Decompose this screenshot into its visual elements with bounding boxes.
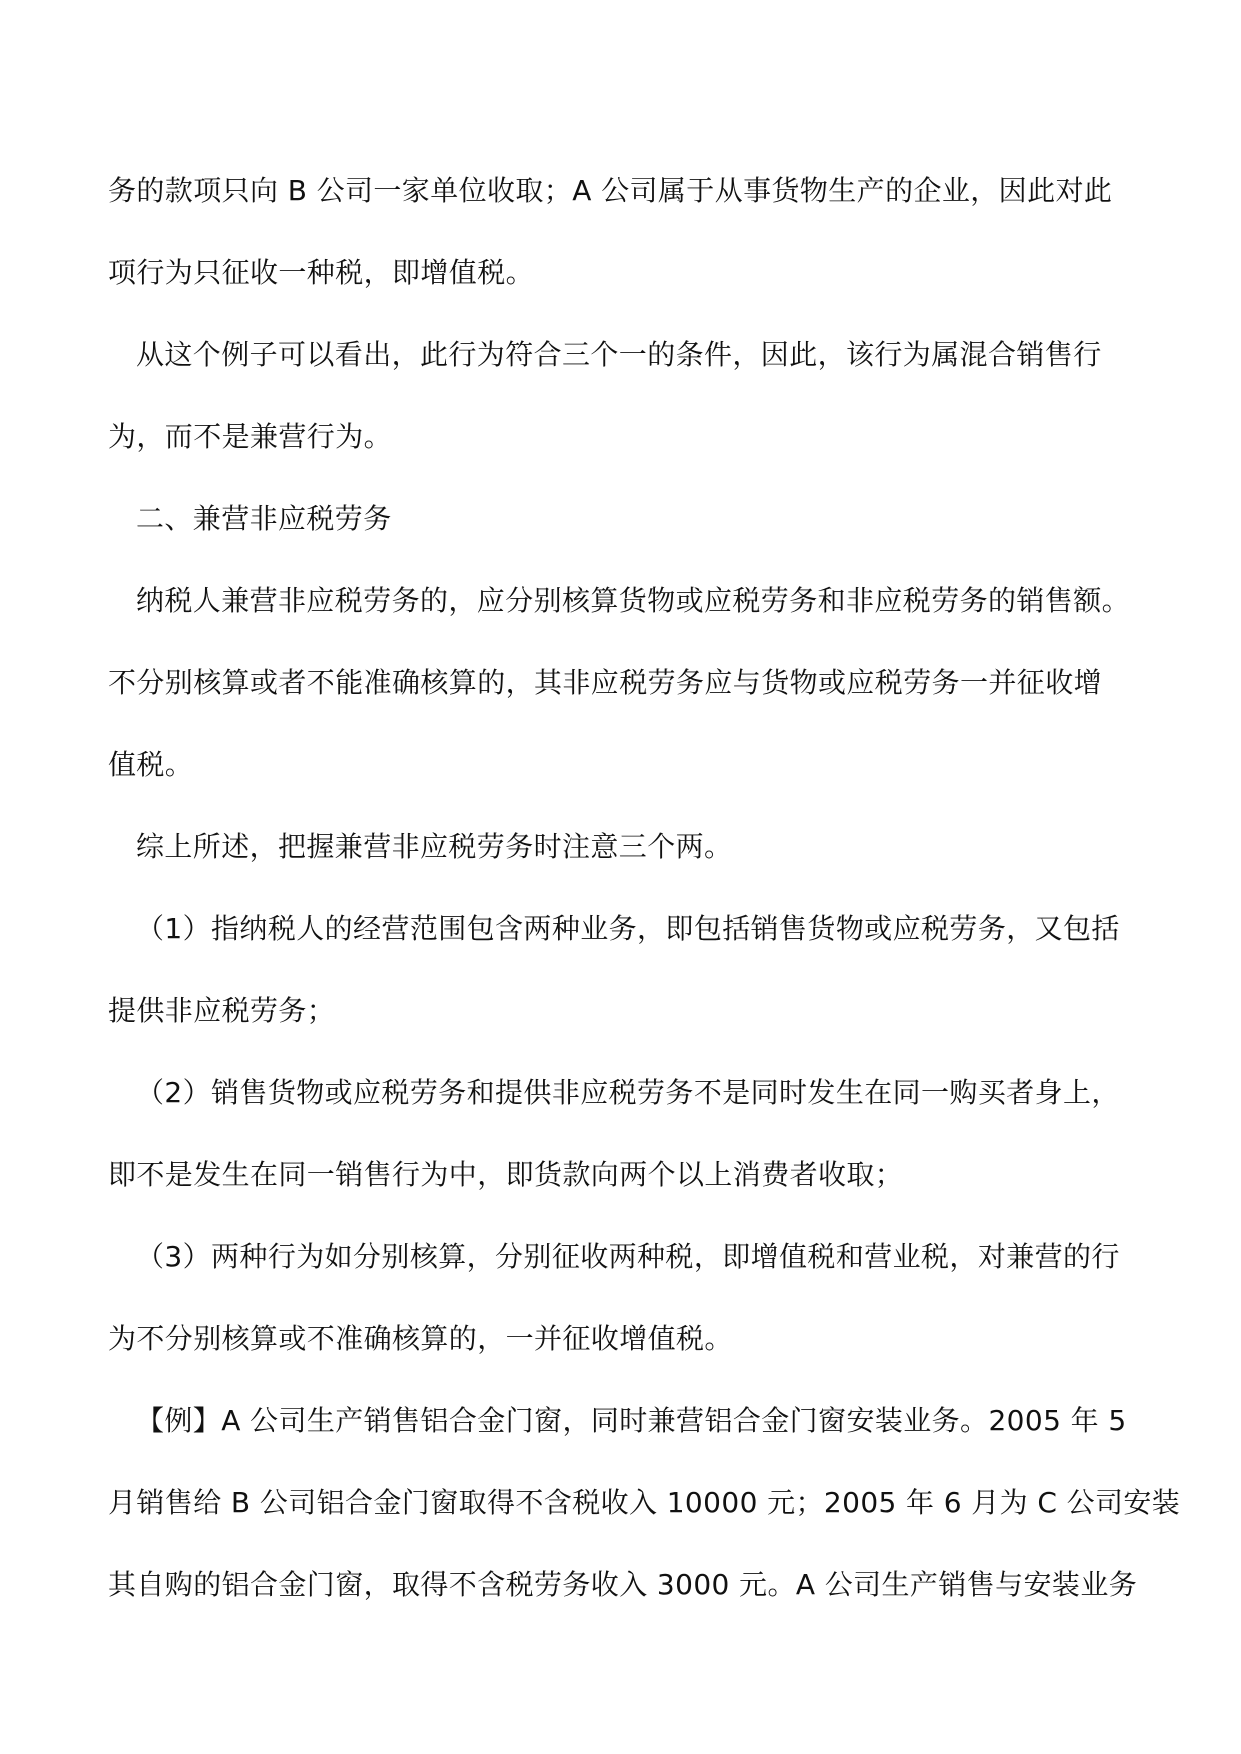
list-item: （2）销售货物或应税劳务和提供非应税劳务不是同时发生在同一购买者身上， xyxy=(136,1076,1120,1109)
text-line: 为，而不是兼营行为。 xyxy=(108,420,393,453)
text-line: 务的款项只向 B 公司一家单位收取；A 公司属于从事货物生产的企业，因此对此 xyxy=(108,174,1113,207)
list-item: （3）两种行为如分别核算，分别征收两种税，即增值税和营业税，对兼营的行 xyxy=(136,1240,1120,1273)
text-line: 月销售给 B 公司铝合金门窗取得不含税收入 10000 元；2005 年 6 月为 C 公司安装 xyxy=(108,1486,1181,1519)
text-line: 不分别核算或者不能准确核算的，其非应税劳务应与货物或应税劳务一并征收增 xyxy=(108,666,1103,699)
text-line: 从这个例子可以看出，此行为符合三个一的条件，因此，该行为属混合销售行 xyxy=(136,338,1102,371)
text-line: 值税。 xyxy=(108,748,194,781)
text-line: 为不分别核算或不准确核算的，一并征收增值税。 xyxy=(108,1322,733,1355)
text-line: 即不是发生在同一销售行为中，即货款向两个以上消费者收取； xyxy=(108,1158,904,1191)
example-paragraph: 【例】A 公司生产销售铝合金门窗，同时兼营铝合金门窗安装业务。2005 年 5 xyxy=(136,1404,1127,1437)
text-line: 提供非应税劳务； xyxy=(108,994,336,1027)
text-line: 综上所述，把握兼营非应税劳务时注意三个两。 xyxy=(136,830,733,863)
text-line: 其自购的铝合金门窗，取得不含税劳务收入 3000 元。A 公司生产销售与安装业务 xyxy=(108,1568,1138,1601)
text-line: 纳税人兼营非应税劳务的，应分别核算货物或应税劳务和非应税劳务的销售额。 xyxy=(136,584,1131,617)
document-page xyxy=(108,150,1181,1626)
section-heading: 二、兼营非应税劳务 xyxy=(136,502,392,535)
list-item: （1）指纳税人的经营范围包含两种业务，即包括销售货物或应税劳务，又包括 xyxy=(136,912,1120,945)
text-line: 项行为只征收一种税，即增值税。 xyxy=(108,256,535,289)
